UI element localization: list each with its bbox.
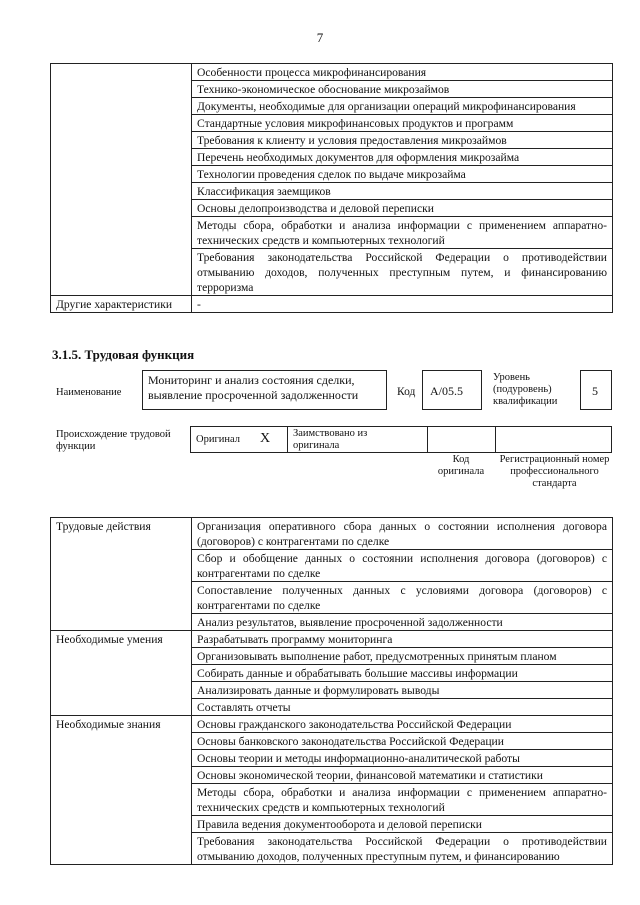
knowledge-item: Методы сбора, обработки и анализа информации с применением аппаратно-технических средств и компьютерных технологий	[192, 217, 613, 249]
original-label: Оригинал	[196, 434, 240, 445]
knowledge-item: Классификация заемщиков	[192, 183, 613, 200]
knowledge-item: Основы делопроизводства и деловой переписки	[192, 200, 613, 217]
group-item: Основы теории и методы информационно-аналитической работы	[192, 750, 613, 767]
group-label: Необходимые знания	[51, 716, 192, 865]
function-code: A/05.5	[430, 384, 463, 398]
name-label: Наименование	[56, 387, 122, 398]
other-characteristics-value: -	[192, 296, 613, 313]
knowledge-item: Технико-экономическое обоснование микрозаймов	[192, 81, 613, 98]
page-number: 7	[316, 30, 324, 45]
borrowed-label: Заимствовано из оригинала	[293, 428, 368, 451]
other-characteristics-label: Другие характеристики	[51, 296, 192, 313]
group-item: Правила ведения документооборота и деловой переписки	[192, 816, 613, 833]
registration-caption: Регистрационный номер профессионального стандарта	[499, 454, 610, 489]
group-item: Собирать данные и обрабатывать большие массивы информации	[192, 665, 613, 682]
knowledge-item: Стандартные условия микрофинансовых продуктов и программ	[192, 115, 613, 132]
group-label: Трудовые действия	[51, 518, 192, 631]
table-row	[51, 296, 613, 313]
labor-function-table	[50, 517, 613, 865]
group-item: Разрабатывать программу мониторинга	[192, 631, 613, 648]
knowledge-item: Технологии проведения сделок по выдаче микрозайма	[192, 166, 613, 183]
group-item: Требования законодательства Российской Федерации о противодействии отмыванию доходов, полученных преступным путем, и финансированию	[192, 833, 613, 865]
origin-divider-3	[495, 426, 496, 453]
group-item: Организация оперативного сбора данных о состоянии исполнения договора (договоров) с контрагентами по сделке	[192, 518, 613, 550]
function-name: Мониторинг и анализ состояния сделки, выявление просроченной задолженности	[148, 373, 359, 402]
group-item: Анализировать данные и формулировать выводы	[192, 682, 613, 699]
row-label-empty	[51, 64, 192, 296]
origin-divider-2	[427, 426, 428, 453]
knowledge-item: Требования законодательства Российской Федерации о противодействии отмыванию доходов, полученных преступным путем, и финансированию терроризма	[192, 249, 613, 296]
knowledge-item: Документы, необходимые для организации операций микрофинансирования	[192, 98, 613, 115]
group-item: Сбор и обобщение данных о состоянии исполнения договора (договоров) с контрагентами по сделке	[192, 550, 613, 582]
code-original-caption: Код оригинала	[437, 454, 485, 477]
group-item: Сопоставление полученных данных с условиями договора (договоров) с контрагентами по сделке	[192, 582, 613, 614]
table-row	[51, 716, 613, 733]
code-label: Код	[397, 386, 416, 398]
group-item: Основы экономической теории, финансовой математики и статистики	[192, 767, 613, 784]
knowledge-item: Перечень необходимых документов для оформления микрозайма	[192, 149, 613, 166]
group-item: Организовывать выполнение работ, предусмотренных принятым планом	[192, 648, 613, 665]
group-item: Методы сбора, обработки и анализа информации с применением аппаратно-технических средств и компьютерных технологий	[192, 784, 613, 816]
competency-table-continued	[50, 63, 613, 313]
original-mark: X	[260, 431, 271, 446]
table-row	[51, 64, 613, 81]
origin-divider-1	[287, 426, 288, 453]
group-label: Необходимые умения	[51, 631, 192, 716]
knowledge-item: Особенности процесса микрофинансирования	[192, 64, 613, 81]
origin-label: Происхождение трудовой функции	[56, 429, 171, 452]
knowledge-item: Требования к клиенту и условия предоставления микрозаймов	[192, 132, 613, 149]
level-label: Уровень (подуровень) квалификации	[493, 372, 558, 407]
group-item: Составлять отчеты	[192, 699, 613, 716]
table-row	[51, 518, 613, 550]
table-row	[51, 631, 613, 648]
group-item: Основы гражданского законодательства Российской Федерации	[192, 716, 613, 733]
section-title: 3.1.5. Трудовая функция	[52, 347, 195, 362]
group-item: Анализ результатов, выявление просроченной задолженности	[192, 614, 613, 631]
group-item: Основы банковского законодательства Российской Федерации	[192, 733, 613, 750]
qualification-level: 5	[592, 384, 598, 398]
